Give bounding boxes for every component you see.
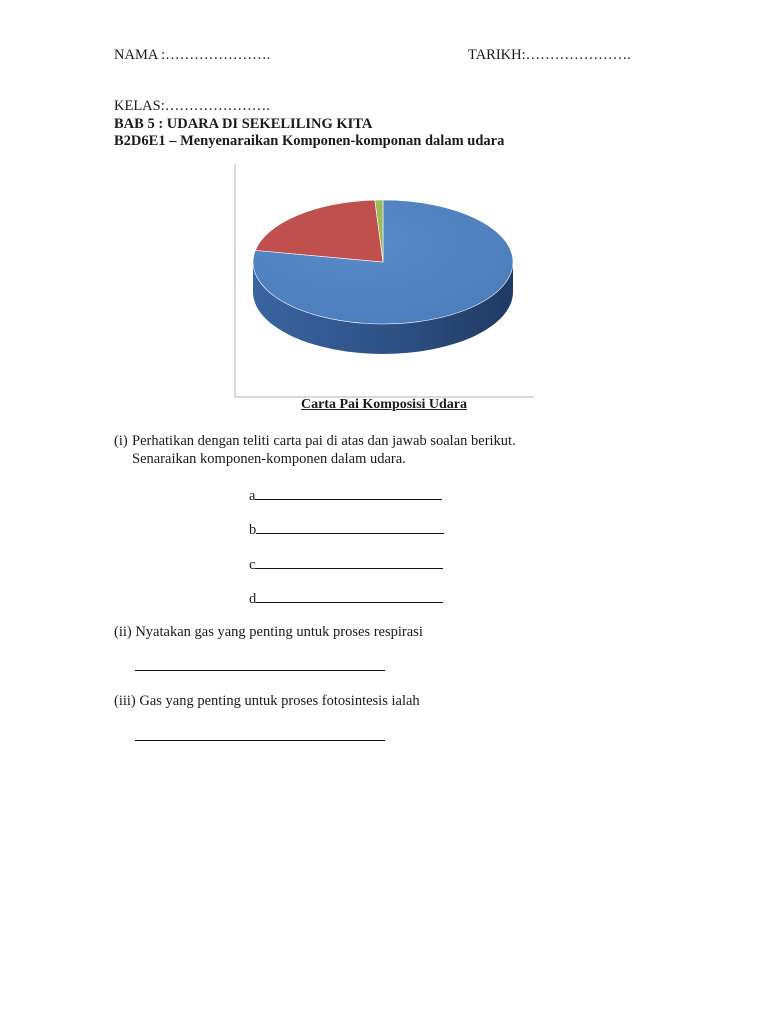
answer-c-label: c [249, 557, 256, 573]
question-1-instruction: Senaraikan komponen-komponen dalam udara. [132, 451, 406, 467]
answer-b-blank[interactable] [256, 519, 444, 534]
chapter-title: BAB 5 : UDARA DI SEKELILING KITA [114, 116, 373, 132]
answer-b-label: b [249, 522, 257, 538]
kelas-field: KELAS:…………………. [114, 98, 270, 114]
question-2-text: (ii) Nyatakan gas yang penting untuk proses respirasi [114, 624, 423, 640]
answer-c [249, 554, 443, 574]
answer-d [249, 588, 443, 608]
answer-a-label: a [249, 488, 256, 504]
answer-d-blank[interactable] [256, 588, 443, 603]
answer-d-label: d [249, 591, 257, 607]
answer-a [249, 485, 442, 505]
nama-field: NAMA :…………………. [114, 47, 271, 63]
answer-b [249, 519, 444, 539]
tarikh-field: TARIKH:…………………. [468, 47, 631, 63]
answer-a-blank[interactable] [255, 485, 442, 500]
question-3-answer-line[interactable] [135, 740, 385, 741]
answer-c-blank[interactable] [255, 554, 443, 569]
pie-chart [232, 164, 536, 400]
objective-title: B2D6E1 – Menyenaraikan Komponen-komponan dalam udara [114, 133, 505, 149]
chart-title: Carta Pai Komposisi Udara [300, 397, 468, 412]
question-1-text: Perhatikan dengan teliti carta pai di atas dan jawab soalan berikut. [132, 433, 516, 449]
question-1-label: (i) [114, 433, 128, 449]
question-2-answer-line[interactable] [135, 670, 385, 671]
question-3-text: (iii) Gas yang penting untuk proses fotosintesis ialah [114, 693, 420, 709]
